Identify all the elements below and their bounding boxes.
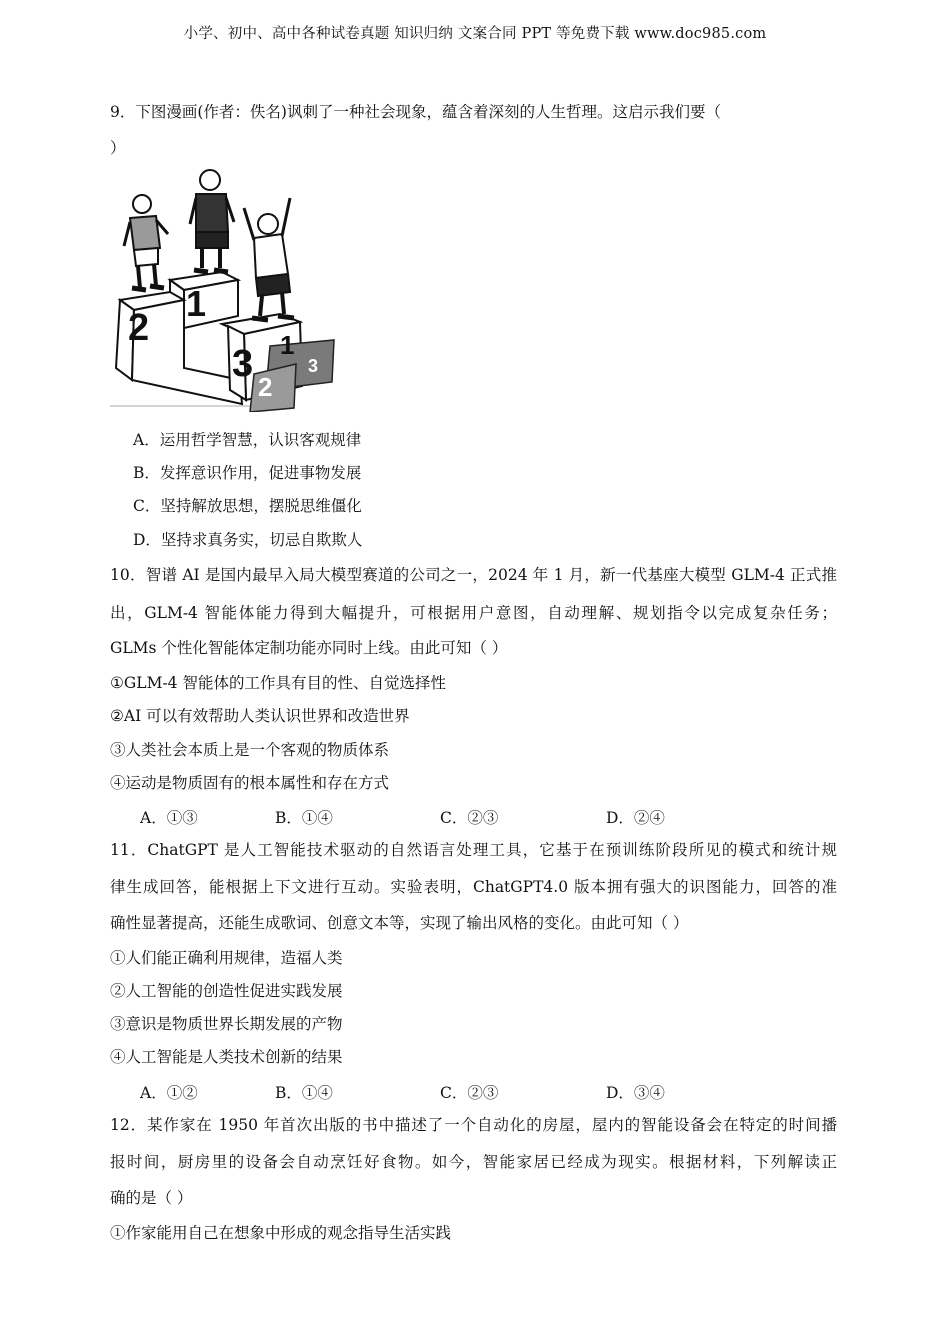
podium-number-1b: 1 [280,330,295,360]
podium-number-2: 2 [128,307,150,349]
q10-item-2: ②AI 可以有效帮助人类认识世界和改造世界 [110,707,410,725]
podium-number-3b: 3 [308,356,319,376]
q9-option-d: D．坚持求真务实，切忌自欺欺人 [133,531,363,549]
q10-stem-line1: 10．智谱 AI 是国内最早入局大模型赛道的公司之一，2024 年 1 月，新一代基座大模型 GLM-4 正式推 [110,566,837,584]
q10-item-4: ④运动是物质固有的根本属性和存在方式 [110,774,390,792]
q9-stem-line1: 9．下图漫画(作者：佚名)讽刺了一种社会现象，蕴含着深刻的人生哲理。这启示我们要（ [110,103,721,121]
q11-choices [140,1081,840,1101]
q10-stem-line2: 出，GLM-4 智能体能力得到大幅提升，可根据用户意图，自动理解、规划指令以完成复杂任务； [110,604,837,622]
q11-choice-c: C．②③ [440,1084,499,1102]
q11-stem-line1: 11．ChatGPT 是人工智能技术驱动的自然语言处理工具，它基于在预训练阶段所见的模式和统计规 [110,841,837,859]
q10-item-3: ③人类社会本质上是一个客观的物质体系 [110,741,390,759]
q9-option-b: B．发挥意识作用，促进事物发展 [133,464,362,482]
q10-choice-a: A．①③ [140,809,198,827]
q10-stem-line3: GLMs 个性化智能体定制功能亦同时上线。由此可知（ ） [110,639,508,657]
q10-choices [140,806,840,826]
q10-item-1: ①GLM-4 智能体的工作具有目的性、自觉选择性 [110,674,446,692]
q9-stem-line2: ） [110,139,126,157]
q11-choice-a: A．①② [140,1084,198,1102]
q11-item-1: ①人们能正确利用规律，造福人类 [110,949,343,967]
podium-number-3: 3 [232,343,254,385]
q12-stem-line3: 确的是（ ） [110,1189,193,1207]
q10-choice-b: B．①④ [275,809,333,827]
podium-cartoon-image [110,168,340,412]
q9-option-a: A．运用哲学智慧，认识客观规律 [133,431,362,449]
q10-choice-d: D．②④ [606,809,665,827]
podium-number-1: 1 [186,283,207,324]
q11-stem-line3: 确性显著提高，还能生成歌词、创意文本等，实现了输出风格的变化。由此可知（ ） [110,914,689,932]
q11-item-2: ②人工智能的创造性促进实践发展 [110,982,343,1000]
q12-stem-line2: 报时间，厨房里的设备会自动烹饪好食物。如今，智能家居已经成为现实。根据材料，下列解读正 [110,1153,837,1171]
q11-stem-line2: 律生成回答，能根据上下文进行互动。实验表明，ChatGPT4.0 版本拥有强大的识图能力，回答的准 [110,878,837,896]
q11-item-3: ③意识是物质世界长期发展的产物 [110,1015,343,1033]
q10-choice-c: C．②③ [440,809,499,827]
q12-stem-line1: 12．某作家在 1950 年首次出版的书中描述了一个自动化的房屋，屋内的智能设备会在特定的时间播 [110,1116,837,1134]
q11-choice-d: D．③④ [606,1084,665,1102]
q11-item-4: ④人工智能是人类技术创新的结果 [110,1048,343,1066]
q11-choice-b: B．①④ [275,1084,333,1102]
podium-number-2b: 2 [258,372,273,402]
page-header: 小学、初中、高中各种试卷真题 知识归纳 文案合同 PPT 等免费下载 www.doc985.com [183,26,767,42]
q12-item-1: ①作家能用自己在想象中形成的观念指导生活实践 [110,1224,452,1242]
q9-option-c: C．坚持解放思想，摆脱思维僵化 [133,497,362,515]
